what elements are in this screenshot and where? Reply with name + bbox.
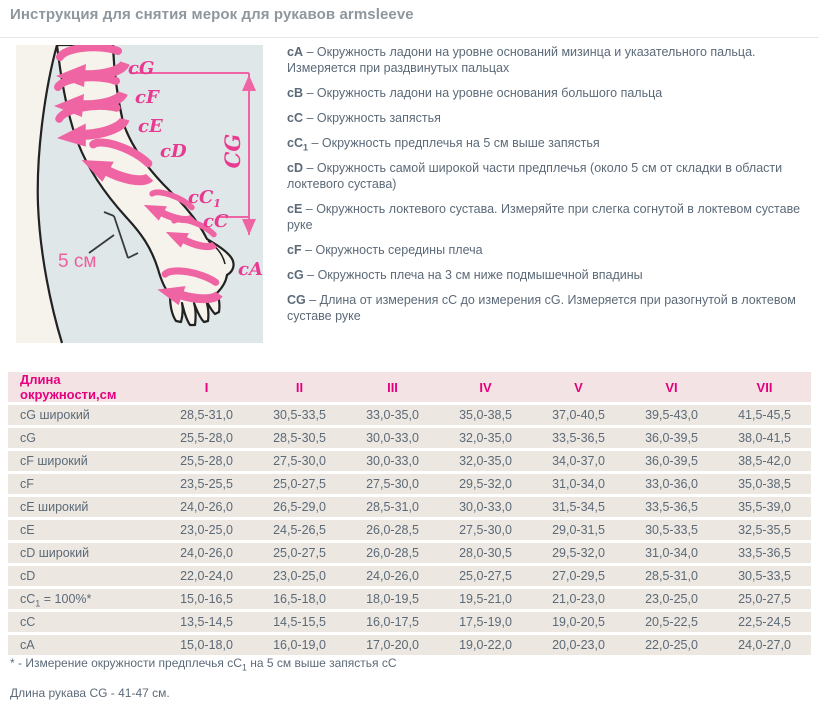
table-row <box>8 566 811 586</box>
size-range-cell: 23,0-25,0 <box>625 589 718 609</box>
row-label: cF <box>8 474 160 494</box>
band-label-cE: cE <box>138 116 163 137</box>
row-label: cE широкий <box>8 497 160 517</box>
arm-illustration <box>10 45 280 355</box>
size-range-cell: 26,0-28,5 <box>346 543 439 563</box>
table-row <box>8 428 811 448</box>
measurement-description-cC1: $cC_1$ – Окружность предплечья на 5 см выше запястья <box>287 136 600 153</box>
size-range-cell: 37,0-40,5 <box>532 405 625 425</box>
cg-dimension-label: CG <box>220 133 245 169</box>
column-header-size-IV: IV <box>439 372 532 402</box>
measurement-description-cF: cF – Окружность середины плеча <box>287 243 483 257</box>
size-range-cell: 25,5-28,0 <box>160 428 253 448</box>
measurement-description-cA: cA – Окружность ладони на уровне оснований мизинца и указательного пальца. Измеряется при раздвинутых пальцах <box>287 45 756 75</box>
title-divider <box>0 37 819 38</box>
band-label-cA: cA <box>238 259 263 280</box>
size-range-cell: 28,5-31,0 <box>346 497 439 517</box>
table-row <box>8 589 811 609</box>
size-range-cell: 22,0-24,0 <box>160 566 253 586</box>
size-range-cell: 25,5-28,0 <box>160 451 253 471</box>
size-range-cell: 25,0-27,5 <box>253 543 346 563</box>
row-label: cE <box>8 520 160 540</box>
column-header-size-VI: VI <box>625 372 718 402</box>
size-range-cell: 23,5-25,5 <box>160 474 253 494</box>
size-range-cell: 19,0-20,5 <box>532 612 625 632</box>
size-range-cell: 23,0-25,0 <box>160 520 253 540</box>
size-range-cell: 32,5-35,5 <box>718 520 811 540</box>
size-range-cell: 20,0-23,0 <box>532 635 625 655</box>
table-row <box>8 543 811 563</box>
size-range-cell: 26,0-28,5 <box>346 520 439 540</box>
size-range-cell: 30,0-33,0 <box>346 451 439 471</box>
column-header-size-III: III <box>346 372 439 402</box>
size-range-cell: 34,0-37,0 <box>532 451 625 471</box>
size-range-cell: 28,5-31,0 <box>160 405 253 425</box>
size-range-cell: 28,5-30,5 <box>253 428 346 448</box>
band-label-cC: cC <box>203 211 229 232</box>
row-label: cF широкий <box>8 451 160 471</box>
size-range-cell: 24,5-26,5 <box>253 520 346 540</box>
size-range-cell: 32,0-35,0 <box>439 428 532 448</box>
size-range-cell: 31,5-34,5 <box>532 497 625 517</box>
table-row <box>8 520 811 540</box>
table-row <box>8 612 811 632</box>
size-table <box>8 369 811 658</box>
table-row <box>8 635 811 655</box>
row-label: cA <box>8 635 160 655</box>
table-row <box>8 451 811 471</box>
measurement-description-cB: cB – Окружность ладони на уровне основания большого пальца <box>287 86 663 100</box>
size-range-cell: 27,5-30,0 <box>439 520 532 540</box>
size-range-cell: 29,5-32,0 <box>439 474 532 494</box>
size-range-cell: 26,5-29,0 <box>253 497 346 517</box>
size-range-cell: 24,0-26,0 <box>346 566 439 586</box>
measurement-description-cD: cD – Окружность самой широкой части предплечья (около 5 см от складки в области локтевого сустава) <box>287 161 783 191</box>
size-range-cell: 29,0-31,5 <box>532 520 625 540</box>
size-range-cell: 24,0-26,0 <box>160 543 253 563</box>
measurement-description-cE: cE – Окружность локтевого сустава. Измеряйте при слегка согнутой в локтевом суставе руке <box>287 202 801 232</box>
size-range-cell: 16,0-19,0 <box>253 635 346 655</box>
size-range-cell: 27,0-29,5 <box>532 566 625 586</box>
footnote-sleeve-length: Длина рукава CG - 41-47 см. <box>10 686 170 700</box>
size-range-cell: 28,5-31,0 <box>625 566 718 586</box>
band-label-cD: cD <box>160 141 187 162</box>
size-range-cell: 20,5-22,5 <box>625 612 718 632</box>
size-range-cell: 30,5-33,5 <box>253 405 346 425</box>
measurement-description-CG: CG – Длина от измерения cC до измерения cG. Измеряется при разогнутой в локтевом суставе руке <box>287 293 796 323</box>
band-label-cG: cG <box>128 58 155 79</box>
size-range-cell: 30,5-33,5 <box>718 566 811 586</box>
size-range-cell: 15,0-16,5 <box>160 589 253 609</box>
size-range-cell: 28,0-30,5 <box>439 543 532 563</box>
size-range-cell: 18,0-19,5 <box>346 589 439 609</box>
size-range-cell: 21,0-23,0 <box>532 589 625 609</box>
size-range-cell: 33,5-36,5 <box>532 428 625 448</box>
column-header-size-II: II <box>253 372 346 402</box>
size-range-cell: 24,0-26,0 <box>160 497 253 517</box>
column-header-size-I: I <box>160 372 253 402</box>
size-range-cell: 31,0-34,0 <box>532 474 625 494</box>
size-range-cell: 13,5-14,5 <box>160 612 253 632</box>
size-range-cell: 22,0-25,0 <box>625 635 718 655</box>
band-label-cF: cF <box>135 87 159 108</box>
size-range-cell: 24,0-27,0 <box>718 635 811 655</box>
footnotes <box>10 656 397 716</box>
row-label: cD <box>8 566 160 586</box>
size-range-cell: 30,0-33,0 <box>346 428 439 448</box>
size-range-cell: 16,0-17,5 <box>346 612 439 632</box>
size-range-cell: 36,0-39,5 <box>625 428 718 448</box>
size-range-cell: 38,5-42,0 <box>718 451 811 471</box>
column-header-size-VII: VII <box>718 372 811 402</box>
measurement-description-cG: cG – Окружность плеча на 3 см ниже подмышечной впадины <box>287 268 643 282</box>
arm-illustration-svg <box>10 45 280 355</box>
column-header-label: Длина окружности,см <box>8 372 160 402</box>
row-label: cG широкий <box>8 405 160 425</box>
size-range-cell: 33,0-35,0 <box>346 405 439 425</box>
size-range-cell: 39,5-43,0 <box>625 405 718 425</box>
size-range-cell: 16,5-18,0 <box>253 589 346 609</box>
five-cm-label: 5 см <box>58 251 97 272</box>
footnote-measure-note: * - Измерение окружности предплечья $cC_1$ на 5 см выше запястья cC <box>10 656 397 673</box>
size-range-cell: 35,0-38,5 <box>718 474 811 494</box>
table-row <box>8 405 811 425</box>
size-range-cell: 19,0-22,0 <box>439 635 532 655</box>
size-range-cell: 35,0-38,5 <box>439 405 532 425</box>
size-range-cell: 33,5-36,5 <box>625 497 718 517</box>
size-range-cell: 32,0-35,0 <box>439 451 532 471</box>
row-label: cD широкий <box>8 543 160 563</box>
size-range-cell: 25,0-27,5 <box>718 589 811 609</box>
size-range-cell: 23,0-25,0 <box>253 566 346 586</box>
size-table-body <box>8 405 811 655</box>
measurement-descriptions <box>287 44 813 333</box>
size-range-cell: 29,5-32,0 <box>532 543 625 563</box>
size-range-cell: 14,5-15,5 <box>253 612 346 632</box>
size-range-cell: 15,0-18,0 <box>160 635 253 655</box>
column-header-size-V: V <box>532 372 625 402</box>
size-range-cell: 27,5-30,0 <box>253 451 346 471</box>
size-range-cell: 22,5-24,5 <box>718 612 811 632</box>
size-range-cell: 35,5-39,0 <box>718 497 811 517</box>
size-range-cell: 17,5-19,0 <box>439 612 532 632</box>
size-range-cell: 33,0-36,0 <box>625 474 718 494</box>
row-label: cC <box>8 612 160 632</box>
table-row <box>8 497 811 517</box>
size-range-cell: 31,0-34,0 <box>625 543 718 563</box>
size-range-cell: 27,5-30,0 <box>346 474 439 494</box>
size-range-cell: 30,5-33,5 <box>625 520 718 540</box>
size-range-cell: 38,0-41,5 <box>718 428 811 448</box>
size-range-cell: 30,0-33,0 <box>439 497 532 517</box>
size-range-cell: 36,0-39,5 <box>625 451 718 471</box>
page-title: Инструкция для снятия мерок для рукавов armsleeve <box>10 6 414 23</box>
row-label: cG <box>8 428 160 448</box>
size-range-cell: 17,0-20,0 <box>346 635 439 655</box>
size-range-cell: 41,5-45,5 <box>718 405 811 425</box>
row-label: $cC_1 = 100\%*$ <box>8 589 160 609</box>
size-range-cell: 33,5-36,5 <box>718 543 811 563</box>
size-range-cell: 25,0-27,5 <box>439 566 532 586</box>
size-range-cell: 19,5-21,0 <box>439 589 532 609</box>
size-table-header-row <box>8 372 811 402</box>
measurement-description-cC: cC – Окружность запястья <box>287 111 441 125</box>
table-row <box>8 474 811 494</box>
band-label-cC1: $cC_1$ <box>188 187 221 210</box>
size-range-cell: 25,0-27,5 <box>253 474 346 494</box>
